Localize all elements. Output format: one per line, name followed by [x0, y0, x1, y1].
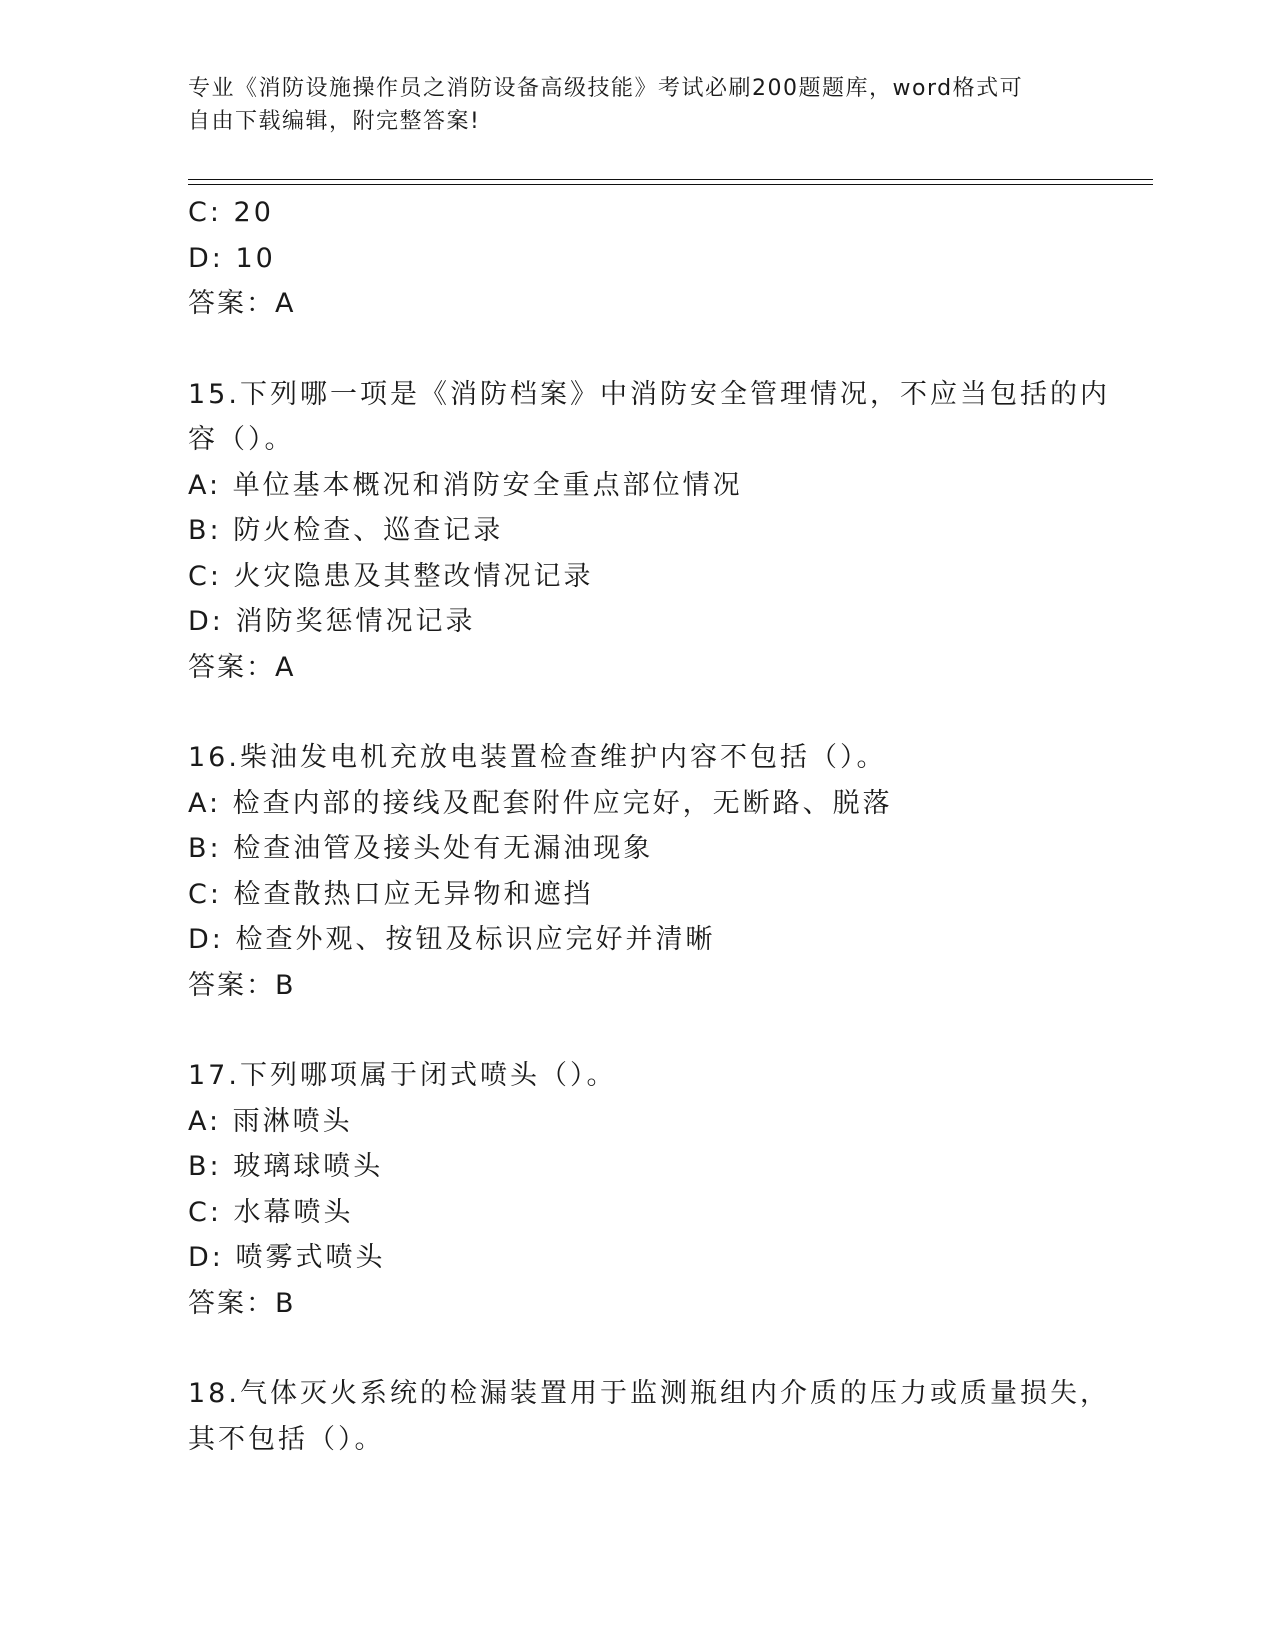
option-a: A: 检查内部的接线及配套附件应完好，无断路、脱落 [188, 787, 893, 819]
prev-question [188, 190, 1088, 327]
option-b: B: 检查油管及接头处有无漏油现象 [188, 833, 654, 864]
question-18 [188, 1371, 1110, 1462]
option-a: A: 单位基本概况和消防安全重点部位情况 [188, 469, 743, 501]
question-text: 16.柴油发电机充放电装置检查维护内容不包括（）。 [188, 742, 887, 773]
option-c: C: 水幕喷头 [188, 1196, 354, 1228]
answer-line: 答案：A [188, 288, 296, 319]
question-15 [188, 372, 1110, 691]
answer-line: 答案：B [188, 969, 296, 1001]
question-16 [188, 735, 1088, 1008]
header-title-line1: 专业《消防设施操作员之消防设备高级技能》考试必刷200题题库，word格式可 [188, 76, 1024, 101]
option-d: D: 消防奖惩情况记录 [188, 606, 476, 637]
answer-line: 答案：B [188, 1287, 296, 1319]
option-c: C: 20 [188, 197, 274, 228]
answer-line: 答案：A [188, 651, 296, 683]
spacer [188, 690, 1088, 735]
option-c: C: 检查散热口应无异物和遮挡 [188, 878, 594, 910]
header-divider-bottom [188, 184, 1153, 185]
question-text: 17.下列哪项属于闭式喷头（）。 [188, 1060, 617, 1091]
question-text-continuation: 容（）。 [188, 424, 295, 455]
option-d: D: 喷雾式喷头 [188, 1242, 386, 1273]
option-d: D: 检查外观、按钮及标识应完好并清晰 [188, 924, 716, 955]
option-b: B: 玻璃球喷头 [188, 1151, 384, 1182]
question-text-continuation: 其不包括（）。 [188, 1423, 385, 1455]
question-17 [188, 1053, 1088, 1326]
document-header [188, 72, 1088, 138]
spacer [188, 1008, 1088, 1053]
header-divider-top [188, 179, 1153, 180]
header-title-line2: 自由下载编辑，附完整答案! [188, 109, 481, 134]
spacer [188, 1326, 1088, 1371]
spacer [188, 327, 1088, 372]
option-a: A: 雨淋喷头 [188, 1105, 353, 1137]
option-c: C: 火灾隐患及其整改情况记录 [188, 560, 594, 592]
document-body [188, 190, 1110, 1462]
question-text: 18.气体灭火系统的检漏装置用于监测瓶组内介质的压力或质量损失， [188, 1378, 1110, 1409]
option-d: D: 10 [188, 242, 276, 274]
question-text: 15.下列哪一项是《消防档案》中消防安全管理情况，不应当包括的内 [188, 378, 1110, 410]
option-b: B: 防火检查、巡查记录 [188, 515, 504, 546]
